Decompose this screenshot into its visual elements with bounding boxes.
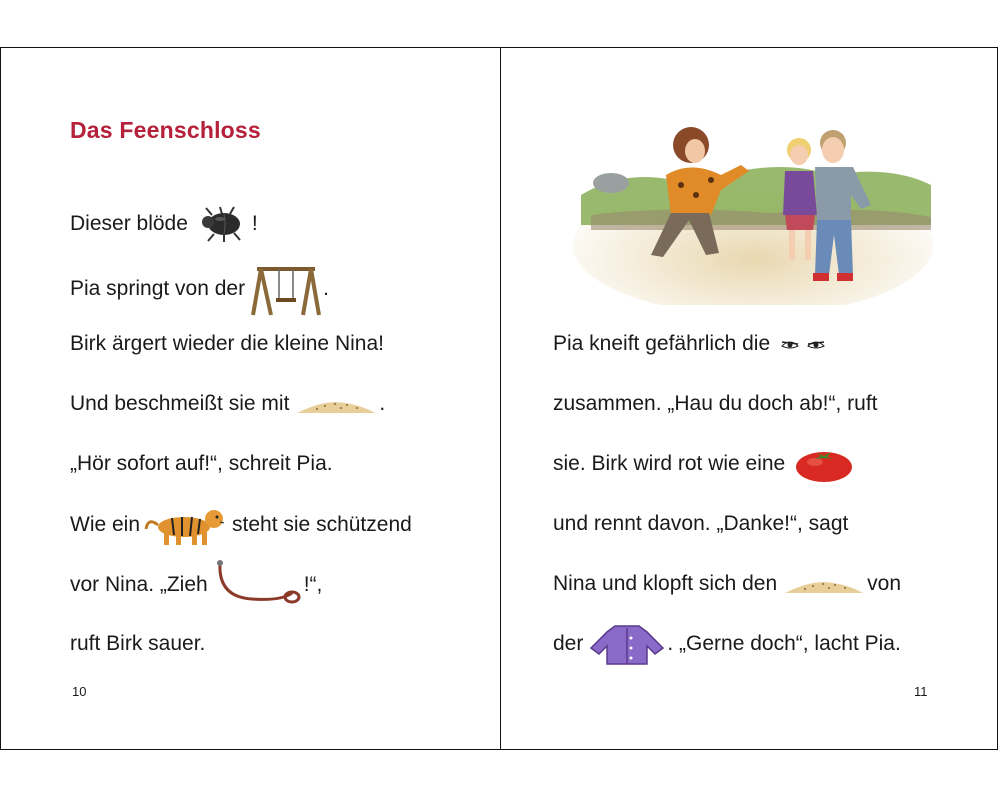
line-text: . bbox=[323, 277, 329, 300]
page-number: 11 bbox=[914, 684, 928, 699]
line-text: ruft Birk sauer. bbox=[70, 632, 206, 655]
line-text: sie. Birk wird rot wie eine bbox=[553, 452, 786, 475]
text-line bbox=[70, 324, 384, 364]
line-text: der bbox=[553, 632, 584, 655]
story-title: Das Feenschloss bbox=[70, 117, 261, 143]
text-line bbox=[70, 204, 258, 244]
jacket-icon bbox=[589, 622, 665, 666]
line-text: und rennt davon. „Danke!“, sagt bbox=[553, 512, 849, 535]
line-text: . „Gerne doch“, lacht Pia. bbox=[667, 632, 901, 655]
line-text: vor Nina. „Zieh bbox=[70, 573, 208, 596]
text-line bbox=[70, 557, 322, 613]
line-text: . bbox=[379, 392, 386, 415]
text-line bbox=[553, 621, 901, 667]
text-line bbox=[70, 502, 412, 548]
children-arguing-illustration bbox=[571, 105, 936, 305]
line-text: zusammen. „Hau du doch ab!“, ruft bbox=[553, 392, 878, 415]
line-text: Und beschmeißt sie mit bbox=[70, 392, 290, 415]
text-line bbox=[553, 444, 855, 484]
line-text: steht sie schützend bbox=[232, 513, 412, 536]
right-page bbox=[501, 47, 999, 750]
text-line bbox=[70, 384, 385, 424]
leash-icon bbox=[212, 557, 302, 613]
text-line bbox=[553, 504, 848, 544]
line-text: Nina und klopft sich den bbox=[553, 572, 778, 595]
line-text: !“, bbox=[303, 573, 323, 596]
text-line bbox=[70, 624, 205, 664]
text-line bbox=[70, 261, 329, 317]
beetle-icon bbox=[196, 204, 248, 244]
line-text: ! bbox=[251, 212, 258, 235]
text-line bbox=[70, 444, 333, 484]
eyes-icon bbox=[778, 334, 832, 354]
sand-icon bbox=[295, 389, 377, 419]
line-text: Dieser blöde bbox=[70, 212, 188, 235]
line-text: Pia kneift gefährlich die bbox=[553, 332, 771, 355]
text-line bbox=[553, 324, 832, 364]
text-line bbox=[553, 564, 901, 604]
line-text: von bbox=[867, 572, 901, 595]
sand-icon bbox=[783, 569, 865, 599]
page-number: 10 bbox=[72, 684, 87, 699]
line-text: Wie ein bbox=[70, 513, 141, 536]
line-text: Pia springt von der bbox=[70, 277, 246, 300]
tiger-icon bbox=[144, 503, 230, 547]
swing-icon bbox=[251, 261, 321, 317]
left-page bbox=[0, 47, 500, 750]
text-line bbox=[553, 384, 878, 424]
line-text: Birk ärgert wieder die kleine Nina! bbox=[70, 332, 384, 355]
line-text: „Hör sofort auf!“, schreit Pia. bbox=[70, 452, 333, 475]
tomato-icon bbox=[793, 444, 855, 484]
